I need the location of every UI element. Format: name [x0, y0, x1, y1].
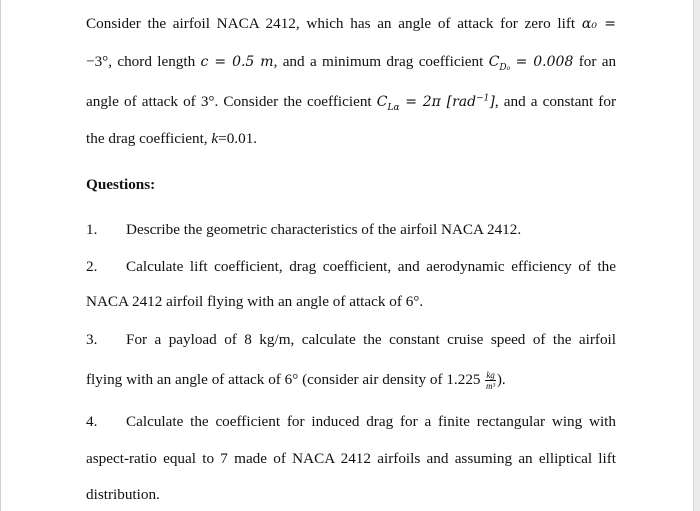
math-cd0: $C_{D_0}$: [488, 54, 511, 73]
question-text: NACA 2412 airfoil flying with an angle of attack of 6°.: [86, 293, 424, 310]
question-text: aspect-ratio equal to 7 made of NACA 2412 airfoils and assuming an elliptical lift: [86, 450, 616, 467]
question-number: 3.: [86, 331, 98, 348]
question-text: Calculate the coefficient for induced drag for a finite rectangular wing with: [126, 413, 616, 430]
question-text: flying with an angle of attack of 6° (consider air density of 1.225: [86, 371, 481, 388]
question-4-line-3: [86, 485, 616, 505]
math-cd0-value: = 0.008: [515, 54, 574, 70]
intro-line-1: [86, 14, 616, 34]
question-4-line-1: [86, 412, 616, 432]
question-number: 4.: [86, 413, 98, 430]
question-number: 2.: [86, 258, 98, 275]
intro-line-2: [86, 52, 616, 72]
density-unit-fraction: $\frac{kg}{\text{m³}}$: [485, 370, 496, 392]
question-3-line-1: [86, 330, 616, 350]
math-alpha0: α₀ =: [581, 16, 617, 32]
question-text: distribution.: [86, 486, 160, 503]
question-text: Describe the geometric characteristics of the airfoil NACA 2412.: [126, 221, 522, 238]
intro-text: , and a minimum drag coefficient: [273, 53, 484, 70]
questions-heading: Questions:: [86, 176, 156, 193]
page-right-gutter: [694, 0, 700, 511]
question-3-line-2: [86, 370, 616, 391]
question-2-line-1: [86, 257, 616, 277]
intro-line-4: [86, 129, 616, 149]
question-text: For a payload of 8 kg/m, calculate the constant cruise speed of the airfoil: [126, 331, 616, 348]
question-number: 1.: [86, 221, 98, 238]
intro-text: angle of attack of 3°. Consider the coefficient: [86, 93, 372, 110]
page-left-edge: [0, 0, 1, 511]
question-4-line-2: [86, 449, 616, 469]
question-text: Calculate lift coefficient, drag coefficient, and aerodynamic efficiency of the: [126, 258, 616, 275]
question-text: ).: [496, 371, 506, 388]
intro-text: −3°, chord length: [86, 53, 196, 70]
intro-text: , and a constant for: [494, 93, 617, 110]
math-chord: c = 0.5 m: [200, 54, 274, 70]
intro-text: the drag coefficient,: [86, 130, 208, 147]
question-2-line-2: [86, 292, 616, 312]
math-k: k: [211, 130, 219, 147]
intro-text: =0.01.: [218, 130, 258, 147]
intro-text: Consider the airfoil NACA 2412, which has an angle of attack for zero lift: [86, 15, 576, 32]
question-1: [86, 220, 616, 240]
intro-line-3: [86, 92, 616, 112]
intro-text: for an: [578, 53, 617, 70]
math-cla: $C_{L\alpha} = 2\pi$ [rad$^{-1}$]: [376, 93, 495, 113]
